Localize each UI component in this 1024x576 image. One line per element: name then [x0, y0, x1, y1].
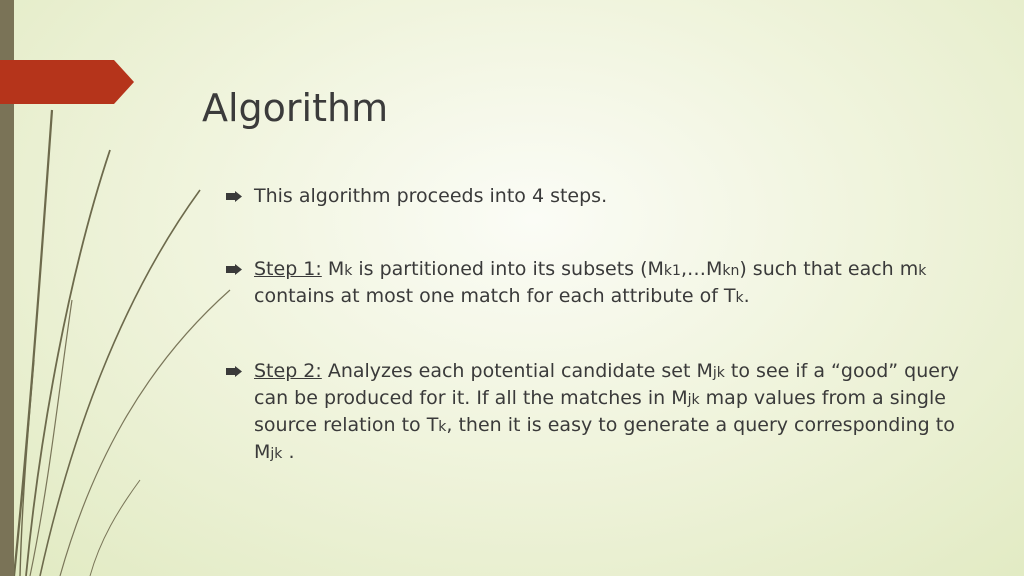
subscript: jk — [270, 446, 283, 462]
text-part: M — [321, 258, 345, 280]
text-part: is partitioned into its subsets (M — [352, 258, 664, 280]
subscript: k — [344, 263, 353, 279]
bullet-item-intro — [226, 184, 966, 209]
text-part: , then it is easy to generate a query corresponding to M — [254, 414, 955, 463]
text-part: Analyzes each potential candidate set M — [321, 360, 713, 382]
text-part: ,…M — [680, 258, 723, 280]
text-part: . — [282, 441, 295, 463]
bullet-text: This algorithm proceeds into 4 steps. — [254, 185, 608, 207]
subscript: jk — [687, 392, 700, 408]
text-part: map values from a single source relation to T — [254, 387, 946, 436]
subscript: kn — [722, 263, 740, 279]
bullet-list — [226, 184, 966, 467]
step-label: Step 2: — [254, 360, 322, 382]
text-part: . — [743, 285, 750, 307]
subscript: k1 — [663, 263, 681, 279]
bullet-arrow-icon — [226, 191, 242, 202]
subscript: k — [918, 263, 927, 279]
title-tab-arrow-icon — [0, 60, 136, 104]
slide-title: Algorithm — [202, 86, 389, 130]
bullet-item-step-1 — [226, 257, 966, 311]
text-part: to see if a “good” query can be produced for it. If all the matches in M — [254, 360, 959, 409]
subscript: k — [438, 419, 447, 435]
text-part: contains at most one match for each attribute of T — [254, 285, 736, 307]
bullet-item-step-2 — [226, 359, 966, 467]
bullet-arrow-icon — [226, 264, 242, 275]
text-part: ) such that each m — [739, 258, 919, 280]
bullet-arrow-icon — [226, 366, 242, 377]
step-label: Step 1: — [254, 258, 322, 280]
subscript: jk — [712, 365, 725, 381]
subscript: k — [735, 290, 744, 306]
